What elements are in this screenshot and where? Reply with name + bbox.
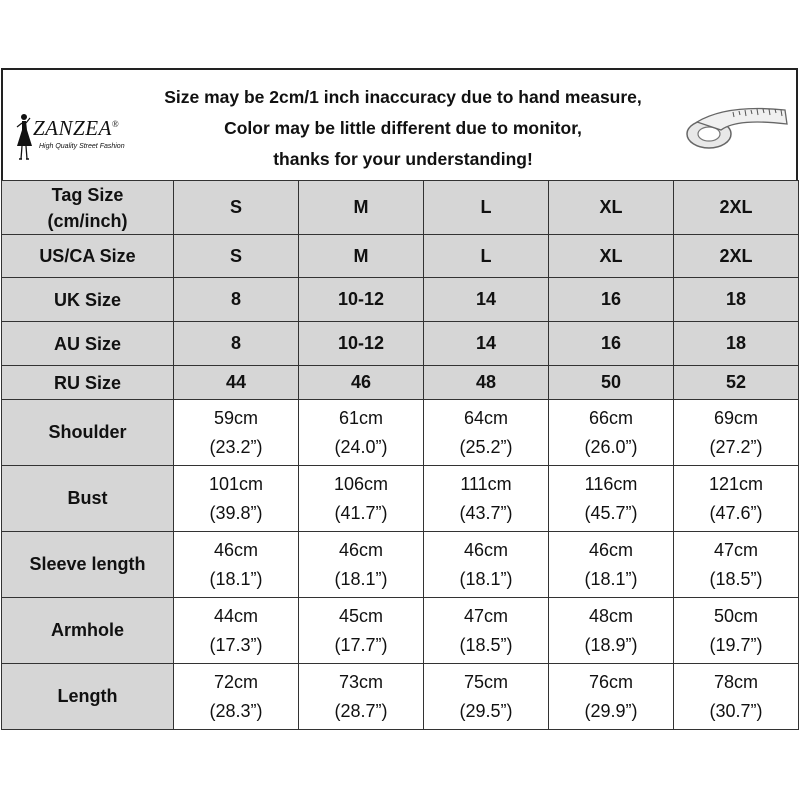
cm-value: 59cm [213,407,258,428]
row-label: Armhole [2,598,174,664]
size-cell: S [174,181,299,235]
inch-value: (18.1”) [459,568,513,589]
cm-value: 72cm [213,671,258,692]
row-label: Bust [2,466,174,532]
cm-value: 45cm [338,605,383,626]
measurement-cell [424,598,549,664]
measurement-cell [674,532,799,598]
size-cell: 18 [674,322,799,366]
measurement-cell [674,664,799,730]
measurement-cell [174,532,299,598]
registered-mark: ® [111,119,120,129]
size-cell: XL [549,181,674,235]
size-row [2,235,799,278]
dress-figure-icon [13,112,33,162]
inch-value: (27.2”) [709,436,763,457]
size-cell: S [174,235,299,278]
inch-value: (30.7”) [709,700,763,721]
inch-value: (41.7”) [334,502,388,523]
size-cell: 8 [174,278,299,322]
size-cell: 16 [549,278,674,322]
cm-value: 48cm [588,605,633,626]
inch-value: (29.5”) [459,700,513,721]
size-cell: 48 [424,366,549,400]
cm-value: 66cm [588,407,633,428]
inch-value: (45.7”) [584,502,638,523]
measurement-cell [549,664,674,730]
cm-value: 44cm [213,605,258,626]
size-cell: 10-12 [299,322,424,366]
inch-value: (19.7”) [709,634,763,655]
measurement-cell [299,598,424,664]
inch-value: (25.2”) [459,436,513,457]
cm-value: 46cm [338,539,383,560]
size-cell: 10-12 [299,278,424,322]
cm-value: 64cm [463,407,508,428]
measurement-cell [674,466,799,532]
cm-value: 69cm [713,407,758,428]
cm-value: 46cm [213,539,258,560]
inch-value: (39.8”) [209,502,263,523]
size-row [2,181,799,235]
size-cell: XL [549,235,674,278]
cm-value: 47cm [463,605,508,626]
row-label: RU Size [2,366,174,400]
inch-value: (17.3”) [209,634,263,655]
size-cell: 14 [424,322,549,366]
inch-value: (18.1”) [584,568,638,589]
measurement-cell [299,400,424,466]
cm-value: 106cm [333,473,389,494]
measurement-row [2,466,799,532]
cm-value: 111cm [460,473,512,494]
size-cell: 8 [174,322,299,366]
cm-value: 50cm [713,605,758,626]
size-row [2,322,799,366]
size-chart [1,68,798,732]
measurement-cell [299,664,424,730]
measurement-cell [549,400,674,466]
inch-value: (18.5”) [709,568,763,589]
inch-value: (17.7”) [334,634,388,655]
row-label: Length [2,664,174,730]
cm-value: 46cm [463,539,508,560]
measurement-cell [674,598,799,664]
measurement-row [2,532,799,598]
measurement-cell [174,598,299,664]
notice-text [123,82,683,175]
brand-tagline: High Quality Street Fashion [39,143,125,150]
size-cell: 2XL [674,235,799,278]
cm-value: 75cm [463,671,508,692]
inch-value: (18.1”) [334,568,388,589]
size-row [2,278,799,322]
size-cell: 44 [174,366,299,400]
row-label: UK Size [2,278,174,322]
row-label: US/CA Size [2,235,174,278]
inch-value: (23.2”) [209,436,263,457]
measuring-tape-icon [677,100,789,156]
inch-value: (18.5”) [459,634,513,655]
size-cell: M [299,181,424,235]
inch-value: (18.1”) [209,568,263,589]
inch-value: (47.6”) [709,502,763,523]
measurement-cell [674,400,799,466]
inch-value: (26.0”) [584,436,638,457]
measurement-cell [174,664,299,730]
inch-value: (18.9”) [584,634,638,655]
row-label: AU Size [2,322,174,366]
measurement-cell [549,598,674,664]
measurement-cell [424,664,549,730]
size-cell: 52 [674,366,799,400]
notice-line-2: Color may be little different due to monitor, [224,118,582,138]
size-cell: 2XL [674,181,799,235]
cm-value: 101cm [208,473,264,494]
measurement-row [2,598,799,664]
measurement-cell [549,532,674,598]
cm-value: 61cm [338,407,383,428]
size-cell: 46 [299,366,424,400]
measurement-cell [299,466,424,532]
notice-line-3: thanks for your understanding! [273,149,533,169]
cm-value: 73cm [338,671,383,692]
inch-value: (28.7”) [334,700,388,721]
size-cell: 50 [549,366,674,400]
measurement-row [2,664,799,730]
row-label: Sleeve length [2,532,174,598]
cm-value: 47cm [713,539,758,560]
measurement-cell [424,466,549,532]
size-cell: L [424,181,549,235]
measurement-cell [424,400,549,466]
inch-value: (29.9”) [584,700,638,721]
measurement-cell [549,466,674,532]
row-label: Shoulder [2,400,174,466]
cm-value: 78cm [713,671,758,692]
size-cell: M [299,235,424,278]
measurement-cell [174,400,299,466]
chart-header [1,68,798,180]
inch-value: (28.3”) [209,700,263,721]
size-table [1,180,799,730]
size-cell: L [424,235,549,278]
measurement-cell [424,532,549,598]
inch-value: (24.0”) [334,436,388,457]
size-cell: 16 [549,322,674,366]
notice-line-1: Size may be 2cm/1 inch inaccuracy due to hand measure, [164,87,642,107]
inch-value: (43.7”) [459,502,513,523]
cm-value: 121cm [708,473,764,494]
measurement-row [2,400,799,466]
cm-value: 76cm [588,671,633,692]
cm-value: 46cm [588,539,633,560]
size-row [2,366,799,400]
size-cell: 18 [674,278,799,322]
row-label: Tag Size (cm/inch) [2,181,174,235]
measurement-cell [174,466,299,532]
measurement-cell [299,532,424,598]
cm-value: 116cm [584,473,638,494]
size-cell: 14 [424,278,549,322]
brand-name: ZANZEA [33,116,112,140]
